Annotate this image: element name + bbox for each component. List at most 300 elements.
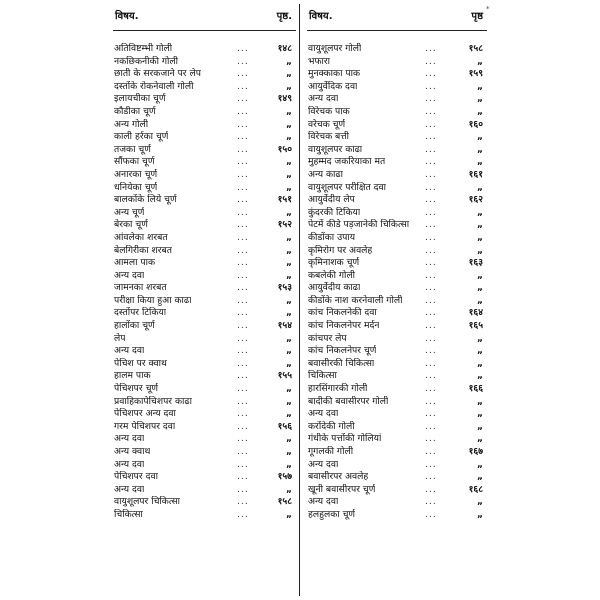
entry-page: १५९ — [468, 68, 483, 80]
entry-subject: अन्य चूर्ण — [114, 206, 145, 218]
leader-dots: ... — [237, 219, 249, 231]
entry-subject: पेचिश पर क्वाथ — [114, 357, 167, 369]
index-entry — [113, 119, 296, 132]
entry-subject: आमला पाक — [114, 257, 156, 269]
column-divider — [299, 4, 300, 596]
entry-subject: आयुर्वेदिक दवा — [308, 80, 358, 92]
index-entry — [307, 282, 487, 295]
leader-dots: ... — [425, 257, 437, 269]
entry-subject: हालम पाक — [114, 370, 151, 382]
leader-dots: ... — [237, 43, 249, 54]
entry-subject: वायुशूलपर गोली — [308, 43, 362, 54]
column-header — [307, 6, 487, 31]
entry-subject: वायुशूलपर चिकित्सा — [114, 496, 181, 508]
index-entry — [307, 56, 487, 69]
leader-dots: ... — [425, 80, 437, 92]
leader-dots: ... — [425, 131, 437, 143]
entry-page: „ — [476, 231, 483, 243]
leader-dots: ... — [237, 105, 249, 117]
index-entry — [113, 194, 296, 207]
entry-subject: कांच निकलनेकी दवा — [308, 307, 377, 319]
entry-subject: छाती के सरकजाने पर लेप — [114, 68, 201, 80]
leader-dots: ... — [425, 219, 437, 231]
index-entry — [307, 119, 487, 132]
index-entry — [307, 509, 487, 522]
entry-page: „ — [285, 181, 292, 193]
index-entry — [307, 396, 487, 409]
leader-dots: ... — [425, 496, 437, 508]
entry-page: „ — [285, 168, 292, 180]
entry-subject: अन्य काढा — [308, 168, 343, 180]
leader-dots: ... — [425, 458, 437, 470]
header-page: पृष्ठ — [471, 11, 483, 22]
index-entry — [113, 333, 296, 346]
entry-subject: मुहम्मद जकरियाका मत — [308, 156, 386, 168]
leader-dots: ... — [425, 433, 437, 445]
leader-dots: ... — [425, 483, 437, 495]
entry-subject: अन्य दवा — [308, 458, 339, 470]
index-entry — [113, 131, 296, 144]
leader-dots: ... — [425, 68, 437, 80]
index-entry — [113, 219, 296, 232]
entry-subject: कांच निकलनेपर चूर्ण — [308, 345, 377, 357]
entry-subject: पेचिशपर अन्य दवा — [114, 408, 176, 420]
entry-subject: वायुशूलपर काढा — [308, 143, 363, 155]
entry-page: „ — [285, 508, 292, 520]
index-entry — [113, 509, 296, 522]
entry-subject: कृमिनाशक चूर्ण — [308, 257, 360, 269]
entry-subject: बेलगिरीका शरबत — [114, 244, 173, 256]
leader-dots: ... — [237, 181, 249, 193]
leader-dots: ... — [237, 496, 249, 508]
leader-dots: ... — [237, 408, 249, 420]
entry-subject: विरेचक बत्ती — [308, 131, 350, 143]
index-entry — [113, 106, 296, 119]
corner-mark: * — [486, 5, 490, 13]
entry-subject: गरम पेचिशपर दवा — [114, 420, 176, 432]
leader-dots: ... — [425, 118, 437, 130]
entry-page: „ — [476, 345, 483, 357]
index-entry — [113, 56, 296, 69]
header-subject: विषय. — [115, 11, 139, 22]
entry-subject: अन्य दवा — [114, 458, 145, 470]
entry-page: „ — [285, 68, 292, 80]
leader-dots: ... — [237, 383, 249, 395]
index-entry — [307, 219, 487, 232]
index-entry — [307, 333, 487, 346]
index-entry — [113, 169, 296, 182]
entry-page: १५६ — [277, 420, 292, 432]
entry-subject: दस्तोंपर टिकिया — [114, 307, 167, 319]
leader-dots: ... — [237, 332, 249, 344]
leader-dots: ... — [425, 370, 437, 382]
header-page: पृष्ठ. — [276, 11, 292, 22]
leader-dots: ... — [425, 332, 437, 344]
entry-page: „ — [285, 294, 292, 306]
leader-dots: ... — [425, 282, 437, 294]
entry-page: „ — [476, 80, 483, 92]
entry-page: „ — [285, 80, 292, 92]
leader-dots: ... — [237, 282, 249, 294]
entry-page: „ — [476, 131, 483, 143]
entry-page: १६० — [468, 118, 483, 130]
index-entry — [113, 282, 296, 295]
entry-page: १६६ — [468, 383, 483, 395]
leader-dots: ... — [237, 80, 249, 92]
entry-subject: अन्य दवा — [114, 345, 145, 357]
entry-page: १५० — [277, 143, 292, 155]
leader-dots: ... — [237, 320, 249, 332]
leader-dots: ... — [425, 194, 437, 206]
leader-dots: ... — [237, 294, 249, 306]
entry-page: १५७ — [277, 471, 292, 483]
leader-dots: ... — [425, 168, 437, 180]
entry-page: १६३ — [468, 257, 483, 269]
entry-page: „ — [476, 496, 483, 508]
index-column-right — [307, 6, 487, 596]
entry-page: „ — [476, 282, 483, 294]
index-entry — [113, 144, 296, 157]
index-entry — [307, 370, 487, 383]
entry-page: „ — [476, 55, 483, 67]
entry-subject: खूनी बवासीरपर चूर्ण — [308, 483, 376, 495]
entry-page: „ — [285, 269, 292, 281]
leader-dots: ... — [237, 68, 249, 80]
entry-subject: अन्य क्वाथ — [114, 446, 151, 457]
entry-page: „ — [285, 357, 292, 369]
index-entry — [307, 446, 487, 459]
index-entry — [307, 131, 487, 144]
entry-page: „ — [285, 131, 292, 143]
leader-dots: ... — [237, 244, 249, 256]
entry-page: „ — [476, 143, 483, 155]
index-entry — [113, 245, 296, 258]
entry-subject: इलायचीका चूर्ण — [114, 93, 166, 105]
leader-dots: ... — [237, 168, 249, 180]
leader-dots: ... — [425, 446, 437, 457]
index-entry — [307, 156, 487, 169]
leader-dots: ... — [425, 420, 437, 432]
entry-page: „ — [285, 231, 292, 243]
entry-page: „ — [285, 446, 292, 457]
leader-dots: ... — [425, 93, 437, 105]
index-entry — [307, 68, 487, 81]
leader-dots: ... — [237, 118, 249, 130]
entry-subject: अनारका चूर्ण — [114, 168, 158, 180]
entry-subject: वरेचक चूर्ण — [308, 118, 346, 130]
leader-dots: ... — [425, 408, 437, 420]
entry-page: „ — [285, 118, 292, 130]
leader-dots: ... — [425, 471, 437, 483]
entry-subject: अन्य दवा — [114, 483, 145, 495]
index-entry — [113, 459, 296, 472]
entry-subject: मुनक्काका पाक — [308, 68, 361, 80]
index-entry — [307, 106, 487, 119]
entry-page: „ — [285, 257, 292, 269]
entry-page: १५५ — [277, 370, 292, 382]
index-entry — [307, 421, 487, 434]
entry-subject: हलहुलका चूर्ण — [308, 508, 356, 520]
index-entry — [113, 421, 296, 434]
entry-subject: पेटमें कीडे पड़जानेकी चिकित्सा — [308, 219, 410, 231]
entry-subject: अन्य दवा — [114, 433, 145, 445]
entry-page: १५८ — [277, 496, 292, 508]
entry-page: „ — [476, 433, 483, 445]
leader-dots: ... — [425, 105, 437, 117]
entry-page: „ — [285, 383, 292, 395]
entry-page: „ — [476, 332, 483, 344]
index-entry — [113, 471, 296, 484]
entry-page: „ — [285, 483, 292, 495]
entry-page: „ — [476, 219, 483, 231]
index-entry — [113, 358, 296, 371]
leader-dots: ... — [425, 320, 437, 332]
leader-dots: ... — [237, 458, 249, 470]
leader-dots: ... — [237, 269, 249, 281]
entry-subject: गूगलकी गोली — [308, 446, 354, 457]
leader-dots: ... — [237, 345, 249, 357]
index-entry — [113, 433, 296, 446]
entry-subject: वायुशूलपर परीक्षित दवा — [308, 181, 387, 193]
entry-subject: सौंफका चूर्ण — [114, 156, 155, 168]
index-entry — [307, 169, 487, 182]
entry-subject: प्रवाहिकापेचिशपर काढा — [114, 395, 192, 407]
entry-subject: बादीकी बवासीरपर गोली — [308, 395, 389, 407]
entry-subject: कौडीका चूर्ण — [114, 105, 156, 117]
leader-dots: ... — [237, 156, 249, 168]
entry-page: „ — [285, 458, 292, 470]
entry-page: १५८ — [468, 43, 483, 54]
leader-dots: ... — [425, 206, 437, 218]
index-entry — [307, 345, 487, 358]
entry-page: „ — [285, 395, 292, 407]
entry-subject: करोंदेकी गोली — [308, 420, 355, 432]
entry-page: १६४ — [468, 307, 483, 319]
entry-subject: बालकोंके लिये चूर्ण — [114, 194, 177, 206]
index-column-left — [113, 6, 296, 596]
entry-page: १५४ — [277, 320, 292, 332]
entry-subject: आयुर्वेदीय लेप — [308, 194, 355, 206]
index-entry — [113, 43, 296, 56]
leader-dots: ... — [425, 357, 437, 369]
entry-page: १६८ — [468, 483, 483, 495]
entry-subject: अन्य दवा — [308, 93, 339, 105]
entry-subject: अन्य दवा — [114, 269, 145, 281]
entry-subject: परीक्षा किया हुआ काढा — [114, 294, 192, 306]
index-entry — [113, 68, 296, 81]
entry-page: „ — [476, 471, 483, 483]
entry-page: „ — [476, 294, 483, 306]
leader-dots: ... — [237, 471, 249, 483]
entry-subject: धनियेका चूर्ण — [114, 181, 158, 193]
index-entry — [307, 320, 487, 333]
leader-dots: ... — [237, 483, 249, 495]
entry-page: „ — [285, 345, 292, 357]
entry-page: „ — [285, 156, 292, 168]
index-rows — [307, 43, 487, 522]
entry-page: „ — [285, 206, 292, 218]
entry-page: „ — [476, 156, 483, 168]
entry-subject: अन्य दवा — [308, 408, 339, 420]
index-entry — [307, 358, 487, 371]
index-rows — [113, 43, 296, 522]
index-entry — [307, 433, 487, 446]
leader-dots: ... — [425, 395, 437, 407]
entry-subject: कुंदरकी टिकिया — [308, 206, 361, 218]
entry-page: „ — [476, 206, 483, 218]
index-entry — [113, 307, 296, 320]
entry-subject: विरेचक पाक — [308, 105, 350, 117]
entry-page: १४९ — [277, 93, 292, 105]
index-entry — [113, 320, 296, 333]
entry-page: १६२ — [468, 194, 483, 206]
index-entry — [113, 156, 296, 169]
leader-dots: ... — [237, 357, 249, 369]
entry-subject: कांच निकलनेपर मर्दन — [308, 320, 380, 332]
index-entry — [113, 232, 296, 245]
leader-dots: ... — [425, 55, 437, 67]
entry-page: „ — [285, 332, 292, 344]
leader-dots: ... — [425, 294, 437, 306]
leader-dots: ... — [237, 55, 249, 67]
leader-dots: ... — [237, 370, 249, 382]
header-subject: विषय. — [309, 11, 333, 22]
entry-page: „ — [476, 458, 483, 470]
entry-page: १४८ — [277, 43, 292, 54]
index-entry — [307, 484, 487, 497]
entry-subject: अन्य दवा — [308, 496, 339, 508]
entry-page: „ — [285, 105, 292, 117]
entry-subject: पेचिशपर दवा — [114, 471, 158, 483]
entry-page: „ — [476, 181, 483, 193]
leader-dots: ... — [237, 231, 249, 243]
entry-subject: बवासीरकी चिकित्सा — [308, 357, 375, 369]
index-entry — [113, 81, 296, 94]
index-entry — [307, 144, 487, 157]
index-entry — [307, 257, 487, 270]
leader-dots: ... — [425, 508, 437, 520]
entry-subject: चिकित्सा — [114, 508, 143, 520]
index-entry — [307, 307, 487, 320]
index-entry — [307, 245, 487, 258]
index-entry — [307, 295, 487, 308]
entry-subject: अन्य गोली — [114, 118, 149, 130]
entry-subject: कृमिरोग पर अवलेह — [308, 244, 373, 256]
entry-subject: आंवलेका शरबत — [114, 231, 168, 243]
entry-page: „ — [476, 93, 483, 105]
entry-subject: तजका चूर्ण — [114, 143, 151, 155]
leader-dots: ... — [425, 156, 437, 168]
entry-page: १५२ — [277, 219, 292, 231]
leader-dots: ... — [237, 395, 249, 407]
entry-subject: कांचपर लेप — [308, 332, 347, 344]
index-entry — [113, 182, 296, 195]
leader-dots: ... — [237, 206, 249, 218]
leader-dots: ... — [425, 269, 437, 281]
index-entry — [307, 194, 487, 207]
index-entry — [113, 93, 296, 106]
entry-page: „ — [476, 395, 483, 407]
index-entry — [307, 408, 487, 421]
entry-page: „ — [285, 244, 292, 256]
leader-dots: ... — [425, 181, 437, 193]
index-entry — [113, 270, 296, 283]
entry-page: „ — [476, 408, 483, 420]
entry-page: „ — [476, 105, 483, 117]
index-entry — [113, 257, 296, 270]
leader-dots: ... — [425, 43, 437, 54]
entry-subject: बवासीरपर अवलेह — [308, 471, 369, 483]
entry-subject: बेरका चूर्ण — [114, 219, 148, 231]
leader-dots: ... — [237, 508, 249, 520]
entry-page: „ — [476, 244, 483, 256]
index-entry — [307, 459, 487, 472]
entry-subject: भफारा — [308, 55, 331, 67]
entry-subject: कबलेकी गोली — [308, 269, 356, 281]
leader-dots: ... — [237, 131, 249, 143]
leader-dots: ... — [237, 194, 249, 206]
index-entry — [113, 345, 296, 358]
entry-subject: जामनका शरबत — [114, 282, 167, 294]
entry-page: १६५ — [468, 320, 483, 332]
index-entry — [113, 295, 296, 308]
entry-page: „ — [476, 269, 483, 281]
index-entry — [113, 446, 296, 459]
index-entry — [307, 383, 487, 396]
leader-dots: ... — [237, 93, 249, 105]
index-entry — [307, 81, 487, 94]
entry-page: „ — [476, 370, 483, 382]
entry-page: „ — [476, 420, 483, 432]
entry-page: „ — [285, 55, 292, 67]
entry-subject: हारसिंगारकी गोली — [308, 383, 368, 395]
leader-dots: ... — [425, 345, 437, 357]
entry-subject: दस्तोंके रोकनेवाली गोली — [114, 80, 194, 92]
entry-page: „ — [285, 307, 292, 319]
index-entry — [307, 496, 487, 509]
entry-subject: अतिविष्टम्भी गोली — [114, 43, 173, 54]
entry-page: „ — [285, 408, 292, 420]
entry-subject: कीडोंके नाश करनेवाली गोली — [308, 294, 403, 306]
entry-page: „ — [476, 508, 483, 520]
leader-dots: ... — [425, 143, 437, 155]
leader-dots: ... — [237, 257, 249, 269]
leader-dots: ... — [425, 383, 437, 395]
entry-page: १६१ — [468, 168, 483, 180]
index-entry — [307, 232, 487, 245]
leader-dots: ... — [237, 420, 249, 432]
leader-dots: ... — [425, 307, 437, 319]
column-header — [113, 6, 296, 31]
index-entry — [307, 93, 487, 106]
leader-dots: ... — [237, 446, 249, 457]
index-entry — [113, 484, 296, 497]
index-entry — [307, 270, 487, 283]
index-entry — [307, 43, 487, 56]
index-entry — [113, 396, 296, 409]
leader-dots: ... — [237, 433, 249, 445]
entry-page: „ — [285, 433, 292, 445]
leader-dots: ... — [425, 231, 437, 243]
entry-page: १५१ — [277, 194, 292, 206]
index-entry — [113, 496, 296, 509]
index-entry — [113, 408, 296, 421]
index-entry — [307, 207, 487, 220]
leader-dots: ... — [237, 307, 249, 319]
index-entry — [307, 182, 487, 195]
index-entry — [307, 471, 487, 484]
entry-subject: लेप — [114, 332, 126, 344]
